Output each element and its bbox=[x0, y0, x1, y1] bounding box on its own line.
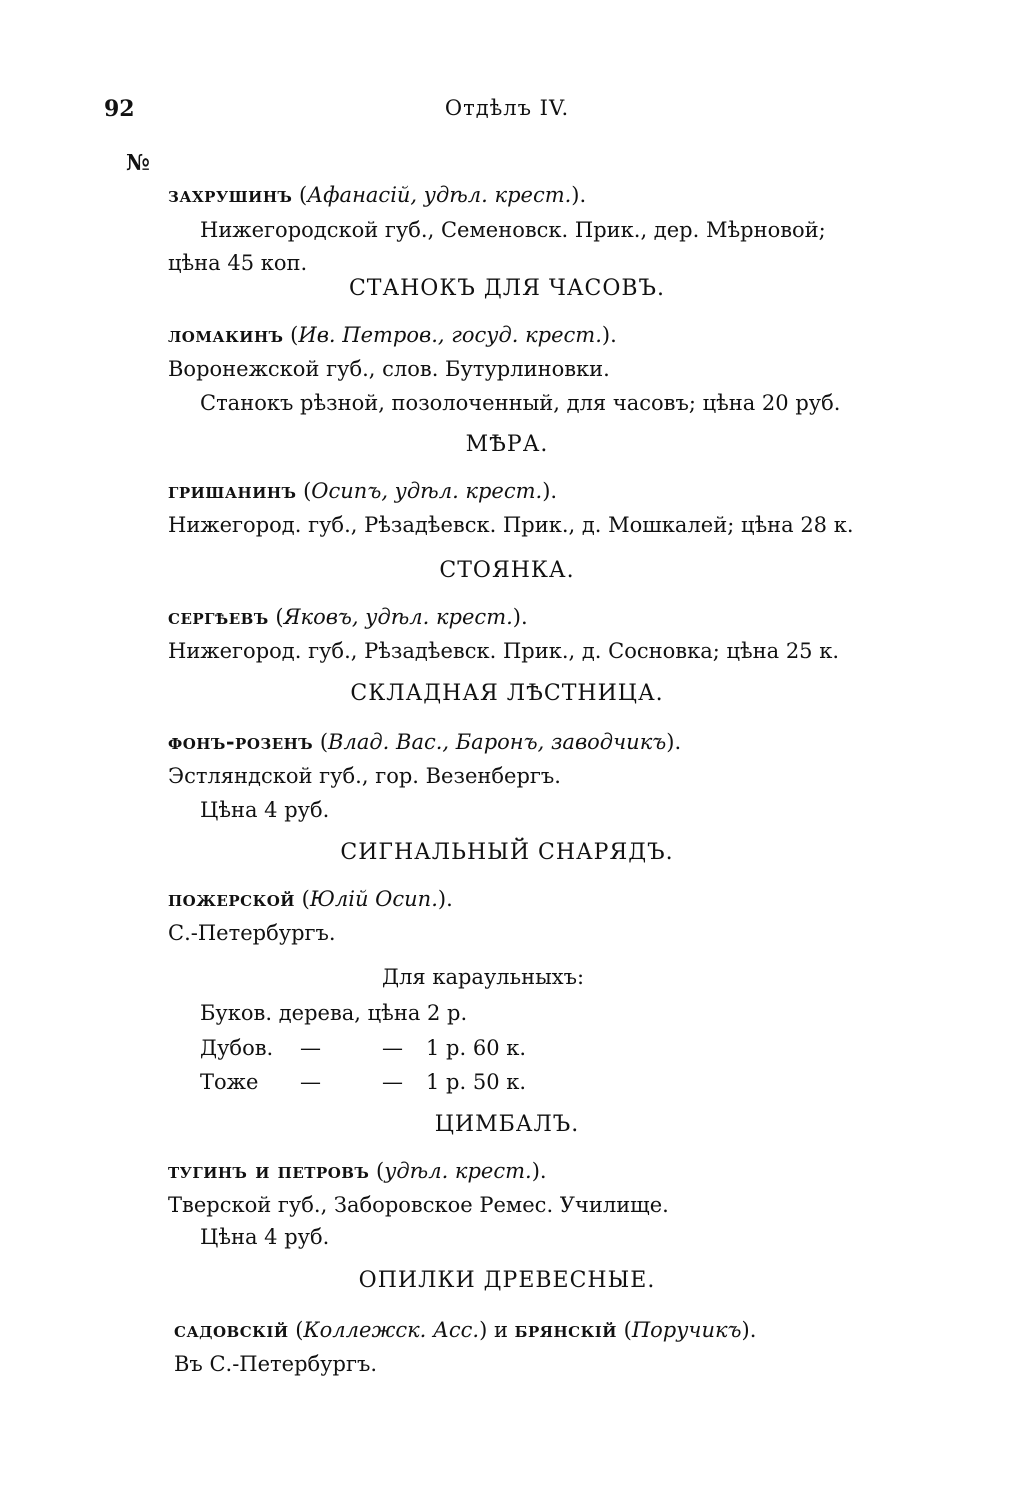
exhibitor-details: Афанасій, удѣл. крест. bbox=[307, 183, 572, 207]
entry-location: Въ С.-Петербургъ. bbox=[174, 1352, 378, 1376]
section-heading: СИГНАЛЬНЫЙ СНАРЯДЪ. bbox=[340, 840, 674, 865]
entry-location: Нижегород. губ., Рѣзадѣевск. Прик., д. Мошкалей; цѣна 28 к. bbox=[168, 513, 854, 537]
entry-price: Цѣна 4 руб. bbox=[200, 1225, 330, 1249]
entry-name-line: захрушинъ (Афанасій, удѣл. крест.). bbox=[168, 182, 587, 207]
exhibitor-details: Яковъ, удѣл. крест. bbox=[283, 605, 513, 629]
entry-location: Тверской губ., Заборовское Ремес. Училище. bbox=[168, 1193, 669, 1217]
exhibitor-name: гришанинъ bbox=[168, 478, 297, 503]
entry-location: С.-Петербургъ. bbox=[168, 921, 336, 945]
exhibitor-name: ломакинъ bbox=[168, 322, 284, 347]
exhibitor-details: удѣл. крест. bbox=[384, 1159, 532, 1183]
exhibitor-details: Коллежск. Асс. bbox=[303, 1318, 480, 1342]
entry-description: Станокъ рѣзной, позолоченный, для часовъ; цѣна 20 руб. bbox=[200, 391, 841, 415]
entry-name-line: фонъ-розенъ (Влад. Вас., Баронъ, заводчикъ). bbox=[168, 729, 682, 754]
exhibitor-name-second: брянскій bbox=[514, 1317, 617, 1342]
exhibitor-name: фонъ-розенъ bbox=[168, 729, 314, 754]
entry-location: Нижегородской губ., Семеновск. Прик., дер. Мѣрновой; bbox=[200, 218, 826, 242]
entry-name-line: садовскій (Коллежск. Асс.) и брянскій (Поручикъ). bbox=[174, 1317, 757, 1342]
entry-name-line: ломакинъ (Ив. Петров., госуд. крест.). bbox=[168, 322, 617, 347]
page-number: 92 bbox=[104, 96, 135, 122]
entry-location: Эстляндской губ., гор. Везенбергъ. bbox=[168, 764, 561, 788]
entry-location: Нижегород. губ., Рѣзадѣевск. Прик., д. Сосновка; цѣна 25 к. bbox=[168, 639, 840, 663]
exhibitor-name: садовскій bbox=[174, 1317, 289, 1342]
entry-name-line: пожерской (Юлій Осип.). bbox=[168, 886, 453, 911]
price-line: Дубов. — — 1 р. 60 к. bbox=[200, 1036, 527, 1060]
exhibitor-details: Ив. Петров., госуд. крест. bbox=[298, 323, 602, 347]
section-heading: СТОЯНКА. bbox=[439, 558, 575, 583]
section-heading: СТАНОКЪ ДЛЯ ЧАСОВЪ. bbox=[348, 276, 666, 301]
entry-name-line: тугинъ и петровъ (удѣл. крест.). bbox=[168, 1158, 547, 1183]
number-sign: № bbox=[126, 150, 150, 176]
entry-name-line: сергѣевъ (Яковъ, удѣл. крест.). bbox=[168, 604, 528, 629]
exhibitor-details-second: Поручикъ bbox=[631, 1318, 742, 1342]
entry-name-line: гришанинъ (Осипъ, удѣл. крест.). bbox=[168, 478, 558, 503]
entry-price: Цѣна 4 руб. bbox=[200, 798, 330, 822]
price-line: Буков. дерева, цѣна 2 р. bbox=[200, 1001, 468, 1025]
entry-location: Воронежской губ., слов. Бутурлиновки. bbox=[168, 357, 610, 381]
price-line: Тоже — — 1 р. 50 к. bbox=[200, 1070, 527, 1094]
exhibitor-details: Осипъ, удѣл. крест. bbox=[311, 479, 543, 503]
exhibitor-name: пожерской bbox=[168, 886, 295, 911]
entry-price: цѣна 45 коп. bbox=[168, 251, 308, 275]
price-subheading: Для караульныхъ: bbox=[382, 965, 585, 989]
section-heading: СКЛАДНАЯ ЛѢСТНИЦА. bbox=[350, 681, 664, 706]
exhibitor-name: сергѣевъ bbox=[168, 604, 269, 629]
section-heading: ЦИМБАЛЪ. bbox=[434, 1112, 580, 1137]
section-heading: МѢРА. bbox=[465, 432, 549, 457]
running-head: Отдѣлъ IV. bbox=[444, 96, 570, 120]
exhibitor-name: захрушинъ bbox=[168, 182, 293, 207]
exhibitor-details: Влад. Вас., Баронъ, заводчикъ bbox=[328, 730, 667, 754]
section-heading: ОПИЛКИ ДРЕВЕСНЫЕ. bbox=[358, 1268, 656, 1293]
exhibitor-details: Юлій Осип. bbox=[309, 887, 438, 911]
exhibitor-name: тугинъ и петровъ bbox=[168, 1158, 370, 1183]
